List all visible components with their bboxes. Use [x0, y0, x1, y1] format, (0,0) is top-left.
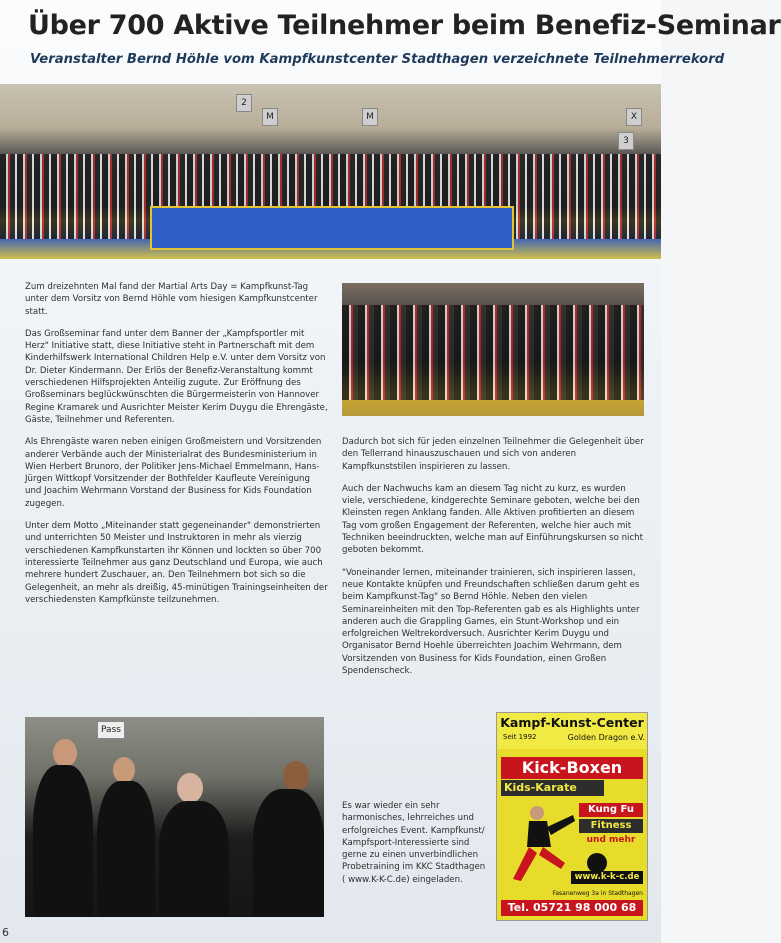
person-head [113, 757, 135, 783]
crowd-photo [342, 283, 644, 416]
crowd [342, 305, 644, 400]
fighter-illustration [507, 803, 577, 883]
paragraph: "Voneinander lernen, miteinander trainieren, sich inspirieren lassen, neue Kontakte knüpfen und Freundschaften schließen darum geht es beim Kampfkunst-Tag" so Bernd Höhle. Neben den vielen Seminareinheiten mit den Top-Referenten gab es als Highlights unter anderen auch die Grappling Games, ein Stunt-Workshop und ein erfolgreichen Weltrekordversuch. Ausrichter Kerim Duygu und Organisator Bernd Hoehle überreichten Joachim Wehrmann, dem Vorsitzenden von Business for Kids Foundation, einen Großen Spendenscheck. [342, 567, 640, 677]
sign-2: 2 [236, 94, 252, 112]
sign-m1: M [262, 108, 278, 126]
person-head [53, 739, 77, 767]
ad-kids-karate: Kids-Karate [501, 780, 604, 796]
article-right-column [342, 436, 644, 687]
ad-phone: Tel. 05721 98 000 68 [501, 900, 643, 916]
training-mat [150, 206, 514, 250]
paragraph: Zum dreizehnten Mal fand der Martial Arts Day = Kampfkunst-Tag unter dem Vorsitz von Bernd Höhle vom hiesigen Kampfkunstcenter statt. [25, 282, 318, 317]
person [253, 789, 324, 917]
paragraph: Dadurch bot sich für jeden einzelnen Teilnehmer die Gelegenheit über den Tellerrand hinauszuschauen und sich von anderen Kampfkunststilen inspirieren zu lassen. [342, 437, 644, 472]
ad-website: www.k-k-c.de [571, 871, 643, 884]
paragraph: Auch der Nachwuchs kam an diesem Tag nicht zu kurz, es wurden viele, verschiedene, kindgerechte Seminare geboten, welche bei den Kleinsten regen Anklang fanden. Alle Aktiven profitierten an diesem Tag vom großen Engagement der Referenten, welche hier auch mit Techniken beeindruckten, welche man auf Einführungskursen so nicht geboten bekommt. [342, 483, 643, 556]
paragraph: Es war wieder ein sehr harmonisches, lehrreiches und erfolgreiches Event. Kampfkunst/ Kampfsport-Interessierte sind gerne zu einen unverbindlichen Probetraining im KKC Stadthagen ( www.K-K-C.de) eingeladen. [342, 801, 486, 885]
ad-fitness: Fitness [579, 819, 643, 833]
ad-address: Fasanenweg 3a in Stadthagen [552, 890, 643, 897]
ad-since: Seit 1992 [503, 733, 537, 741]
person [33, 765, 93, 917]
yin-yang-icon [587, 853, 607, 873]
paragraph: Das Großseminar fand unter dem Banner der „Kampfsportler mit Herz" Initiative statt, diese Initiative steht in Partnerschaft mit dem Kinderhilfswerk International Children Help e.V. unter dem Vorsitz von Dr. Dieter Kindermann. Der Erlös der Benefiz-Veranstaltung kommt verschiedenen Hilfsprojekten Anteilig zugute. Zur Eröffnung des Großseminars beglückwünschten die Bürgermeisterin von Hannover Regine Kramarek und Ausrichter Meister Kerim Duygu die Ehrengäste, Gäste, Teilnehmer und Referenten. [25, 328, 328, 425]
ad-und-mehr: und mehr [586, 835, 636, 845]
page-number: 6 [2, 926, 9, 939]
sign-m2: M [362, 108, 378, 126]
sign-3: 3 [618, 132, 634, 150]
ad-kickboxen: Kick-Boxen [501, 757, 643, 779]
page-title: Über 700 Aktive Teilnehmer beim Benefiz-Seminar [28, 10, 781, 41]
person [159, 801, 229, 917]
ad-kung-fu: Kung Fu [579, 803, 643, 817]
article-closing [342, 800, 488, 896]
ad-subtitle: Golden Dragon e.V. [567, 733, 645, 742]
ad-title: Kampf-Kunst-Center [500, 715, 644, 730]
instructors-photo [25, 717, 324, 917]
kkc-advertisement [496, 712, 648, 921]
paragraph: Als Ehrengäste waren neben einigen Großmeistern und Vorsitzenden anderer Verbände auch der Ministerialrat des Bundesministerium in Wien Herbert Brunoro, der Politiker Jens-Michael Emmelmann, Hans-Jürgen Wittkopf Vorsitzender der Bothfelder Kaufleute Vereinigung und Joachim Wehrmann Vorstand der Business for Kids Foundation zugegen. [25, 437, 322, 509]
sign-x: X [626, 108, 642, 126]
article-left-column [25, 281, 328, 616]
group-photo [0, 84, 661, 259]
paragraph: Unter dem Motto „Miteinander statt gegeneinander" demonstrierten und unterrichten 50 Meister und Instruktoren in mehr als vierzig verschiedenen Kampfkunstarten ihr Können und lockten so über 700 interessierte Teilnehmer aus ganz Deutschland und Europa, wie auch mehrere hundert Zuschauer, an. Den Teilnehmern bot sich so die Gelegenheit, an mehr als dreißig, 45-minütigen Trainingseinheiten der verschiedensten Kampfkünste teilzunehmen. [25, 521, 328, 605]
person [97, 781, 155, 917]
person-head [283, 761, 309, 791]
page-subtitle: Veranstalter Bernd Höhle vom Kampfkunstcenter Stadthagen verzeichnete Teilnehmerrekord [30, 52, 725, 67]
person-head [177, 773, 203, 803]
pass-sign: Pass [97, 721, 125, 739]
